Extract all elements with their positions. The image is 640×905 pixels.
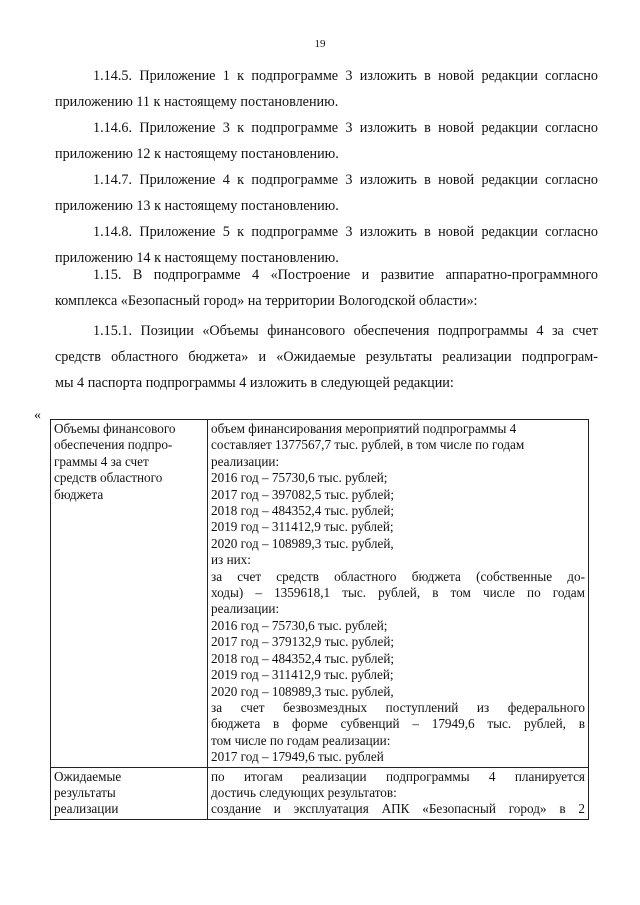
cell-line: обеспечения подпро- <box>54 437 173 453</box>
cell-line: 2020 год – 108989,3 тыс. рублей, <box>211 683 394 699</box>
cell-line: граммы 4 за счет <box>54 453 149 469</box>
cell-line: 2019 год – 311412,9 тыс. рублей; <box>211 519 394 535</box>
paragraph-line: 1.14.6. Приложение 3 к подпрограмме 3 изложить в новой редакции согласно <box>93 120 598 136</box>
cell-line: средств областного <box>54 470 163 486</box>
cell-line: 2020 год – 108989,3 тыс. рублей, <box>211 535 394 551</box>
cell-line: 2019 год – 311412,9 тыс. рублей; <box>211 667 394 683</box>
cell-line: из них: <box>211 552 251 568</box>
cell-line: ходы) – 1359618,1 тыс. рублей, в том числе по годам <box>211 585 585 601</box>
paragraph-line: 1.14.7. Приложение 4 к подпрограмме 3 изложить в новой редакции согласно <box>93 172 598 188</box>
cell-line: реализации <box>54 801 119 817</box>
paragraph-line: приложению 11 к настоящему постановлению. <box>55 94 339 110</box>
paragraph-line: 1.14.5. Приложение 1 к подпрограмме 3 изложить в новой редакции согласно <box>93 68 598 84</box>
paragraph-line: комплекса «Безопасный город» на территории Вологодской области»: <box>55 293 478 309</box>
table-row-results <box>51 767 589 819</box>
cell-line: 2017 год – 379132,9 тыс. рублей; <box>211 634 395 650</box>
cell-line: 2017 год – 17949,6 тыс. рублей <box>211 749 384 765</box>
cell-line: объем финансирования мероприятий подпрограммы 4 <box>211 421 517 436</box>
paragraph-1-15-1 <box>55 318 598 396</box>
paragraph-line: 1.15. В подпрограмме 4 «Построение и развитие аппаратно-программного <box>93 267 598 283</box>
cell-line: составляет 1377567,7 тыс. рублей, в том числе по годам <box>211 437 525 453</box>
cell-line: реализации: <box>211 601 280 617</box>
cell-line: 2016 год – 75730,6 тыс. рублей; <box>211 470 388 486</box>
row-financing-value-cell <box>208 420 589 768</box>
paragraph-line: средств областного бюджета» и «Ожидаемые результаты реализации подпрограм- <box>55 349 598 365</box>
cell-line: Ожидаемые <box>54 768 122 784</box>
cell-line: бюджета <box>54 486 104 502</box>
cell-line: реализации: <box>211 453 280 469</box>
paragraph-line: приложению 13 к настоящему постановлению. <box>55 198 339 214</box>
table-row-financing <box>51 420 589 768</box>
paragraph-line: приложению 14 к настоящему постановлению. <box>55 250 339 266</box>
cell-line: 2018 год – 484352,4 тыс. рублей; <box>211 650 395 666</box>
cell-line: 2018 год – 484352,4 тыс. рублей; <box>211 503 395 519</box>
paragraph-1-14-5 <box>55 63 598 115</box>
paragraph-line: 1.14.8. Приложение 5 к подпрограмме 3 изложить в новой редакции согласно <box>93 224 598 240</box>
cell-line: Объемы финансового <box>54 421 176 436</box>
cell-line: 2016 год – 75730,6 тыс. рублей; <box>211 617 388 633</box>
cell-line: достичь следующих результатов: <box>211 784 397 800</box>
cell-line: за счет средств областного бюджета (собственные до- <box>211 568 585 584</box>
paragraph-1-14-6 <box>55 115 598 167</box>
row-results-value-cell <box>208 767 589 819</box>
cell-line: бюджета в форме субвенций – 17949,6 тыс. рублей, в <box>211 716 585 732</box>
paragraph-line: мы 4 паспорта подпрограммы 4 изложить в следующей редакции: <box>55 375 454 391</box>
cell-line: создание и эксплуатация АПК «Безопасный город» в 2 <box>211 801 585 817</box>
cell-line: результаты <box>54 784 116 800</box>
paragraph-1-14-7 <box>55 167 598 219</box>
cell-line: за счет безвозмездных поступлений из федерального <box>211 699 585 715</box>
paragraph-line: 1.15.1. Позиции «Объемы финансового обеспечения подпрограммы 4 за счет <box>93 323 598 339</box>
row-financing-label-cell <box>51 420 208 768</box>
cell-line: по итогам реализации подпрограммы 4 планируется <box>211 768 585 784</box>
paragraph-1-15 <box>55 262 598 314</box>
page-number: 19 <box>314 38 326 50</box>
cell-line: том числе по годам реализации: <box>211 732 391 748</box>
passport-table <box>50 419 589 820</box>
paragraph-line: приложению 12 к настоящему постановлению. <box>55 146 339 162</box>
row-results-label-cell <box>51 767 208 819</box>
cell-line: 2017 год – 397082,5 тыс. рублей; <box>211 486 395 502</box>
opening-quote-mark: « <box>34 408 41 423</box>
